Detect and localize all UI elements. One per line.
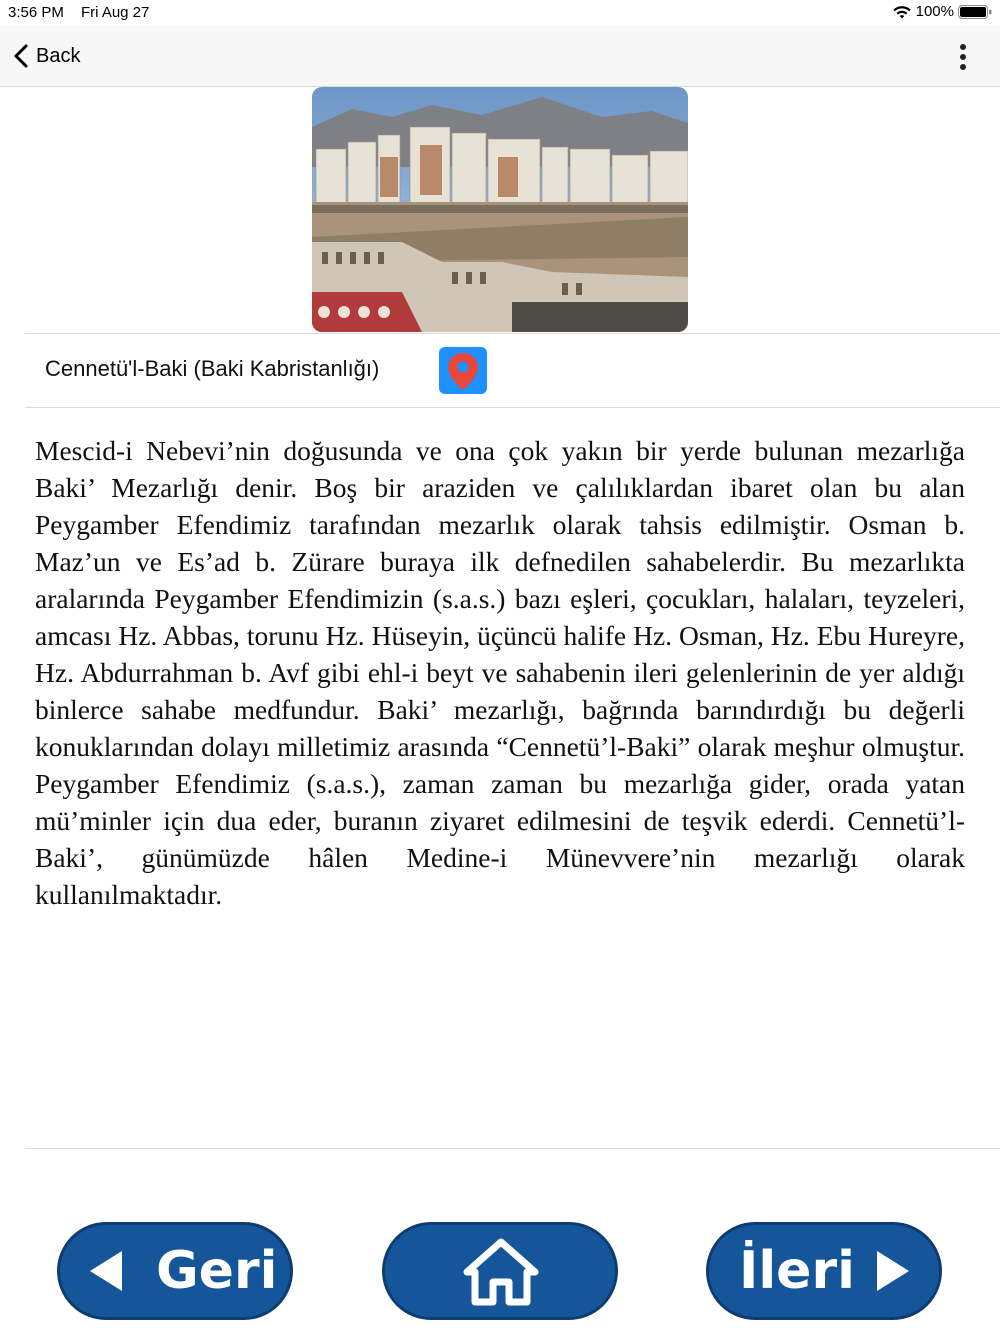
chevron-left-icon <box>12 43 30 69</box>
status-bar <box>0 0 1000 26</box>
cemetery-photo <box>312 87 688 332</box>
next-label: İleri <box>739 1241 855 1301</box>
back-label: Back <box>36 44 81 67</box>
place-title: Cennetü'l-Baki (Baki Kabristanlığı) <box>45 356 380 381</box>
battery-percent: 100% <box>915 3 954 20</box>
back-button[interactable] <box>12 40 80 72</box>
prev-button[interactable] <box>57 1222 293 1320</box>
status-date: Fri Aug 27 <box>81 4 150 21</box>
more-vertical-icon[interactable] <box>956 42 970 72</box>
cemetery-photo-illustration <box>312 87 688 332</box>
home-button[interactable] <box>382 1222 618 1320</box>
arrow-left-icon <box>84 1249 128 1293</box>
status-time: 3:56 PM <box>8 4 64 21</box>
next-button[interactable] <box>706 1222 942 1320</box>
map-button[interactable] <box>439 347 487 394</box>
description-text: Mescid-i Nebevi’nin doğusunda ve ona çok yakın bir yerde bulunan mezarlığa Baki’ Mezarlığı denir. Boş bir araziden ve çalılıklardan ibaret olan bu alan Peygamber Efendimiz tarafından mezarlık olarak tahsis edilmiştir. Osman b. Maz’un ve Es’ad b. Zürare buraya ilk defnedilen sahabelerdir. Bu mezarlıkta aralarında Peygamber Efendimizin (s.a.s.) bazı eşleri, çocukları, halaları, teyzeleri, amcası Hz. Abbas, torunu Hz. Hüseyin, üçüncü halife Hz. Osman, Hz. Ebu Hureyre, Hz. Abdurrahman b. Avf gibi ehl-i beyt ve sahabenin ileri gelenlerinin de yer aldığı binlerce sahabe medfundur. Baki’ mezarlığı, bağrında barındırdığı bu değerli konuklarından dolayı milletimiz arasında “Cennetü’l-Baki” olarak meşhur olmuştur. Peygamber Efendimiz (s.a.s.), zaman zaman bu mezarlığa gider, orada yatan mü’minler için dua eder, buranın ziyaret edilmesini de teşvik ederdi. Cennetü’l-Baki’, günümüzde hâlen Medine-i Münevvere’nin mezarlığı olarak kullanılmaktadır. <box>35 435 965 910</box>
wifi-icon <box>892 4 912 20</box>
divider-bottom <box>25 1148 1000 1149</box>
map-pin-icon <box>439 347 487 394</box>
navigation-bar <box>0 26 1000 87</box>
battery-icon <box>958 5 992 19</box>
divider-top <box>25 333 1000 334</box>
arrow-right-icon <box>871 1249 915 1293</box>
home-icon <box>463 1238 539 1306</box>
divider-middle <box>25 407 1000 408</box>
prev-label: Geri <box>156 1241 278 1301</box>
status-indicators <box>892 3 992 20</box>
